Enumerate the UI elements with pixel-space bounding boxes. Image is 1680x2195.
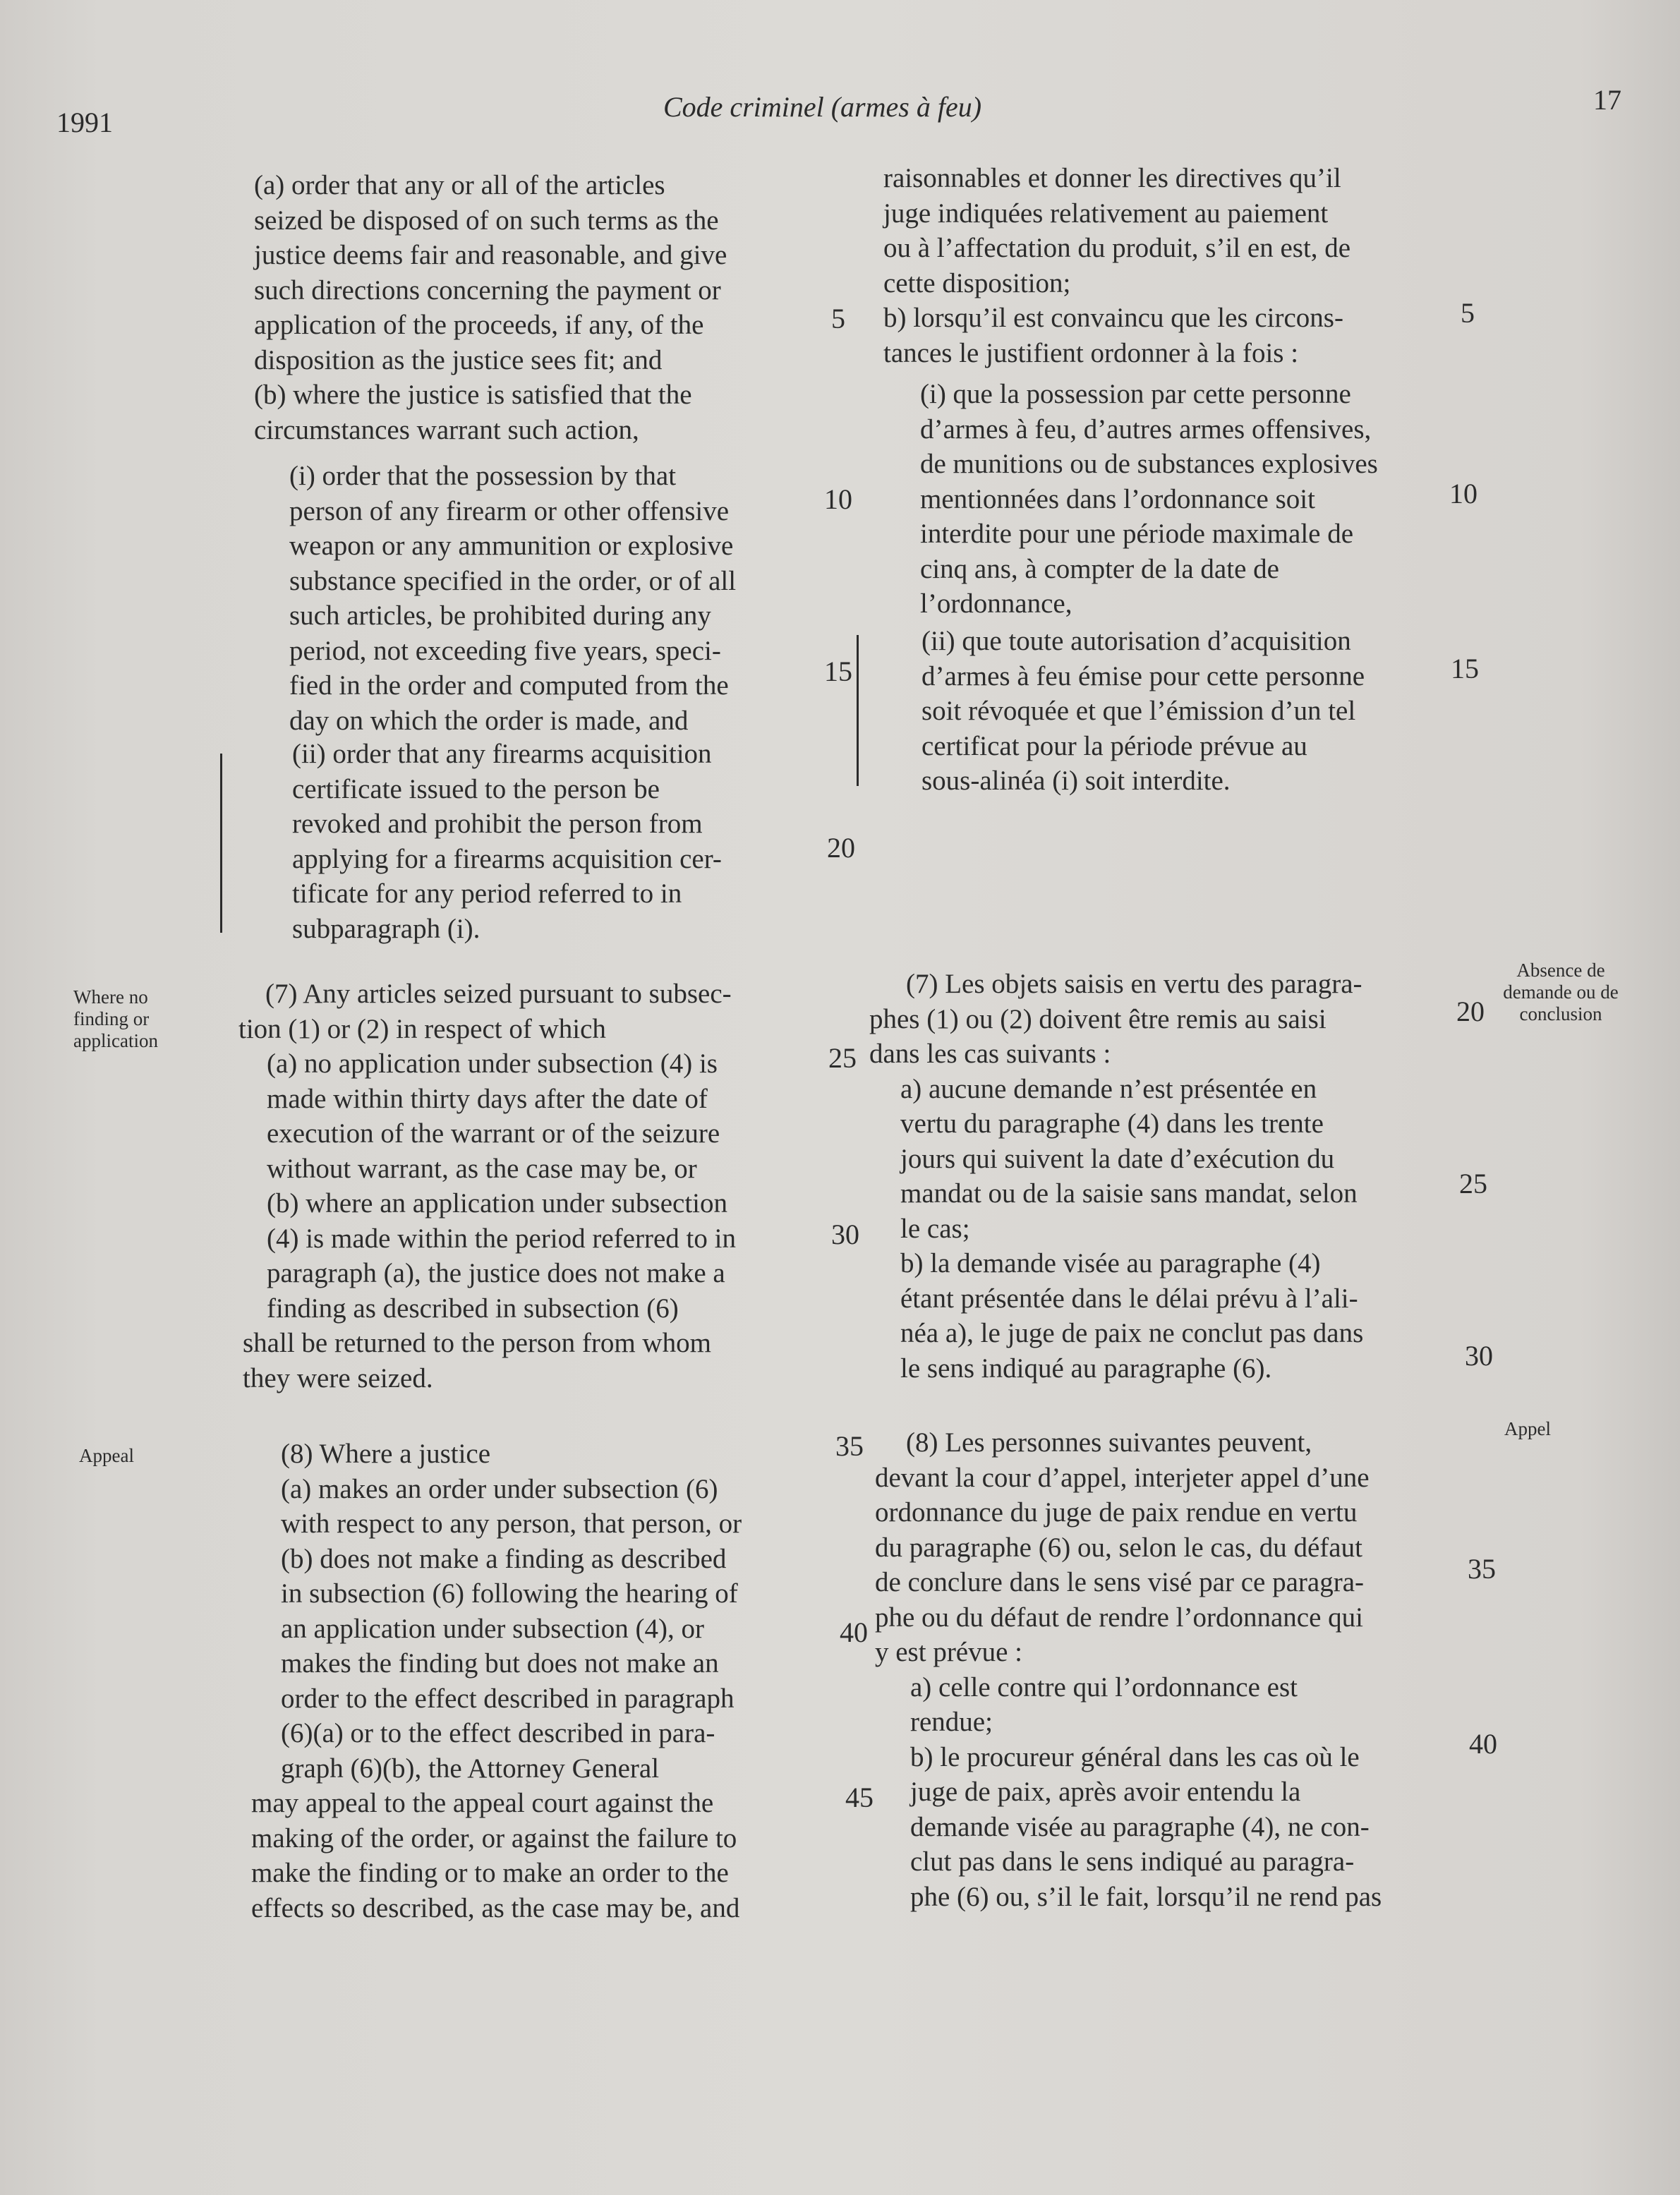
text-line: certificat pour la période prévue au (921, 730, 1307, 761)
text-line: phe ou du défaut de rendre l’ordonnance qui (875, 1602, 1363, 1633)
text-line: period, not exceeding five years, speci- (289, 635, 721, 666)
text-line: (8) Where a justice (281, 1439, 491, 1469)
text-line: (b) does not make a finding as described (281, 1543, 727, 1574)
text-line: de conclure dans le sens visé par ce paragra- (875, 1567, 1364, 1597)
text-line: paragraph (a), the justice does not make a (267, 1258, 725, 1288)
text-line: applying for a firearms acquisition cer- (292, 843, 722, 874)
line-number: 5 (1461, 297, 1475, 329)
text-line: (a) order that any or all of the articles (254, 170, 665, 200)
text-line: étant présentée dans le délai prévu à l’ali- (900, 1283, 1358, 1314)
line-number: 15 (824, 655, 852, 687)
text-line: they were seized. (243, 1362, 433, 1393)
text-line: b) le procureur général dans les cas où le (910, 1741, 1360, 1772)
line-number: 25 (1459, 1168, 1487, 1199)
text-line: in subsection (6) following the hearing of (281, 1578, 738, 1609)
text-line: without warrant, as the case may be, or (267, 1153, 697, 1184)
text-line: le cas; (900, 1213, 970, 1244)
text-line: make the finding or to make an order to the (251, 1858, 729, 1888)
text-line: effects so described, as the case may be, and (251, 1892, 740, 1923)
line-number: 15 (1451, 653, 1479, 684)
text-line: sous-alinéa (i) soit interdite. (921, 766, 1231, 796)
line-number: 30 (1465, 1340, 1493, 1372)
text-line: raisonnables et donner les directives qu’il (883, 163, 1341, 193)
line-number: 10 (824, 483, 852, 515)
en-block-7 (238, 976, 852, 1396)
text-line: (a) no application under subsection (4) is (267, 1048, 718, 1079)
fr-block-7 (869, 967, 1476, 1386)
text-line: b) la demande visée au paragraphe (4) (900, 1248, 1321, 1278)
margin-note-line: conclusion (1519, 1003, 1602, 1024)
text-line: weapon or any ammunition or explosive (289, 531, 734, 561)
text-line: substance specified in the order, or of all (289, 565, 737, 596)
text-line: disposition as the justice sees fit; and (254, 344, 663, 375)
text-line: tion (1) or (2) in respect of which (238, 1013, 606, 1044)
en-block-i (289, 459, 840, 738)
text-line: le sens indiqué au paragraphe (6). (900, 1353, 1272, 1384)
text-line: an application under subsection (4), or (281, 1613, 704, 1644)
en-block-8 (251, 1437, 851, 1925)
line-number: 20 (827, 832, 855, 864)
en-block-a (254, 168, 833, 447)
line-number: 20 (1456, 996, 1485, 1027)
margin-note-line: demande ou de (1503, 981, 1619, 1003)
text-line: (4) is made within the period referred to in (267, 1223, 736, 1254)
fr-block-8 (875, 1425, 1482, 1914)
line-number: 35 (835, 1430, 864, 1462)
text-line: fied in the order and computed from the (289, 670, 729, 701)
margin-note-absence-de-demande (1492, 960, 1630, 1025)
text-line: finding as described in subsection (6) (267, 1293, 679, 1324)
text-line: with respect to any person, that person, or (281, 1508, 742, 1539)
text-line: phes (1) ou (2) doivent être remis au saisi (869, 1003, 1327, 1034)
text-line: (a) makes an order under subsection (6) (281, 1473, 718, 1504)
change-bar (220, 754, 222, 933)
text-line: tificate for any period referred to in (292, 878, 682, 909)
text-line: soit révoquée et que l’émission d’un tel (921, 696, 1356, 726)
fr-block-a (883, 161, 1462, 370)
line-number: 25 (828, 1042, 857, 1074)
margin-note-appeal: Appeal (79, 1445, 134, 1466)
text-line: makes the finding but does not make an (281, 1648, 719, 1679)
text-line: (ii) order that any firearms acquisition (292, 739, 712, 769)
fr-block-i (920, 377, 1470, 622)
text-line: l’ordonnance, (920, 588, 1072, 619)
text-line: rendue; (910, 1707, 993, 1737)
text-line: interdite pour une période maximale de (920, 519, 1354, 549)
text-line: vertu du paragraphe (4) dans les trente (900, 1108, 1324, 1139)
text-line: d’armes à feu émise pour cette personne (921, 660, 1365, 691)
line-number: 30 (831, 1219, 859, 1250)
margin-note-where-no-finding (73, 986, 158, 1052)
text-line: circumstances warrant such action, (254, 414, 639, 445)
text-line: (8) Les personnes suivantes peuvent, (906, 1427, 1312, 1458)
text-line: tances le justifient ordonner à la fois : (883, 337, 1299, 368)
text-line: juge indiquées relativement au paiement (883, 198, 1329, 229)
text-line: execution of the warrant or of the seizure (267, 1118, 720, 1149)
margin-note-line: finding or (73, 1008, 150, 1029)
text-line: demande visée au paragraphe (4), ne con- (910, 1811, 1370, 1842)
text-line: person of any firearm or other offensive (289, 495, 730, 526)
text-line: (6)(a) or to the effect described in para- (281, 1718, 715, 1748)
text-line: ou à l’affectation du produit, s’il en est, de (883, 233, 1351, 263)
text-line: (b) where the justice is satisfied that the (254, 380, 692, 410)
text-line: a) aucune demande n’est présentée en (900, 1073, 1317, 1104)
text-line: jours qui suivent la date d’exécution du (900, 1143, 1335, 1174)
text-line: b) lorsqu’il est convaincu que les circons- (883, 303, 1343, 333)
change-bar (857, 635, 859, 786)
text-line: néa a), le juge de paix ne conclut pas dans (900, 1318, 1364, 1348)
text-line: cette disposition; (883, 267, 1071, 298)
margin-note-line: Where no (73, 986, 148, 1008)
text-line: ordonnance du juge de paix rendue en vertu (875, 1497, 1358, 1528)
text-line: d’armes à feu, d’autres armes offensives, (920, 413, 1372, 445)
text-line: (ii) que toute autorisation d’acquisition (921, 626, 1351, 656)
text-line: (i) order that the possession by that (289, 461, 677, 491)
text-line: mandat ou de la saisie sans mandat, selon (900, 1178, 1358, 1209)
text-line: (b) where an application under subsection (267, 1188, 728, 1219)
text-line: phe (6) ou, s’il le fait, lorsqu’il ne rend pas (910, 1881, 1382, 1912)
text-line: order to the effect described in paragraph (281, 1683, 735, 1714)
line-number: 40 (840, 1616, 868, 1648)
text-line: clut pas dans le sens indiqué au paragra- (910, 1846, 1355, 1877)
line-number: 45 (845, 1782, 874, 1813)
header-year: 1991 (56, 107, 113, 138)
text-line: seized be disposed of on such terms as the (254, 205, 719, 236)
text-line: making of the order, or against the failure to (251, 1822, 737, 1854)
page-title: Code criminel (armes à feu) (663, 91, 982, 123)
text-line: subparagraph (i). (292, 913, 481, 944)
text-line: devant la cour d’appel, interjeter appel d’une (875, 1462, 1370, 1493)
text-line: justice deems fair and reasonable, and give (254, 240, 727, 270)
text-line: (i) que la possession par cette personne (920, 379, 1351, 409)
text-line: a) celle contre qui l’ordonnance est (910, 1671, 1298, 1703)
line-number: 10 (1449, 478, 1477, 509)
text-line: y est prévue : (875, 1637, 1023, 1667)
text-line: mentionnées dans l’ordonnance soit (920, 483, 1315, 514)
text-line: cinq ans, à compter de la date de (920, 553, 1279, 584)
line-number: 40 (1469, 1728, 1497, 1760)
text-line: day on which the order is made, and (289, 705, 689, 736)
margin-note-line: Absence de (1516, 960, 1605, 981)
text-line: (7) Les objets saisis en vertu des paragra- (906, 969, 1362, 999)
text-line: du paragraphe (6) ou, selon le cas, du défaut (875, 1532, 1362, 1563)
text-line: graph (6)(b), the Attorney General (281, 1753, 660, 1784)
text-line: such directions concerning the payment or (254, 274, 721, 306)
page-number: 17 (1593, 84, 1621, 116)
text-line: (7) Any articles seized pursuant to subsec- (265, 979, 732, 1009)
text-line: certificate issued to the person be (292, 773, 660, 804)
margin-note-line: application (73, 1030, 158, 1051)
text-line: made within thirty days after the date of (267, 1083, 708, 1114)
line-number: 5 (831, 303, 845, 334)
fr-block-ii (921, 624, 1472, 799)
en-block-ii (292, 737, 842, 946)
text-line: juge de paix, après avoir entendu la (910, 1777, 1301, 1807)
text-line: dans les cas suivants : (869, 1039, 1111, 1069)
text-line: de munitions ou de substances explosives (920, 449, 1378, 479)
text-line: such articles, be prohibited during any (289, 600, 711, 631)
margin-note-appel: Appel (1504, 1418, 1551, 1439)
text-line: shall be returned to the person from whom (243, 1328, 711, 1358)
text-line: application of the proceeds, if any, of the (254, 310, 704, 340)
line-number: 35 (1468, 1553, 1496, 1585)
text-line: may appeal to the appeal court against the (251, 1788, 714, 1818)
text-line: revoked and prohibit the person from (292, 809, 703, 839)
